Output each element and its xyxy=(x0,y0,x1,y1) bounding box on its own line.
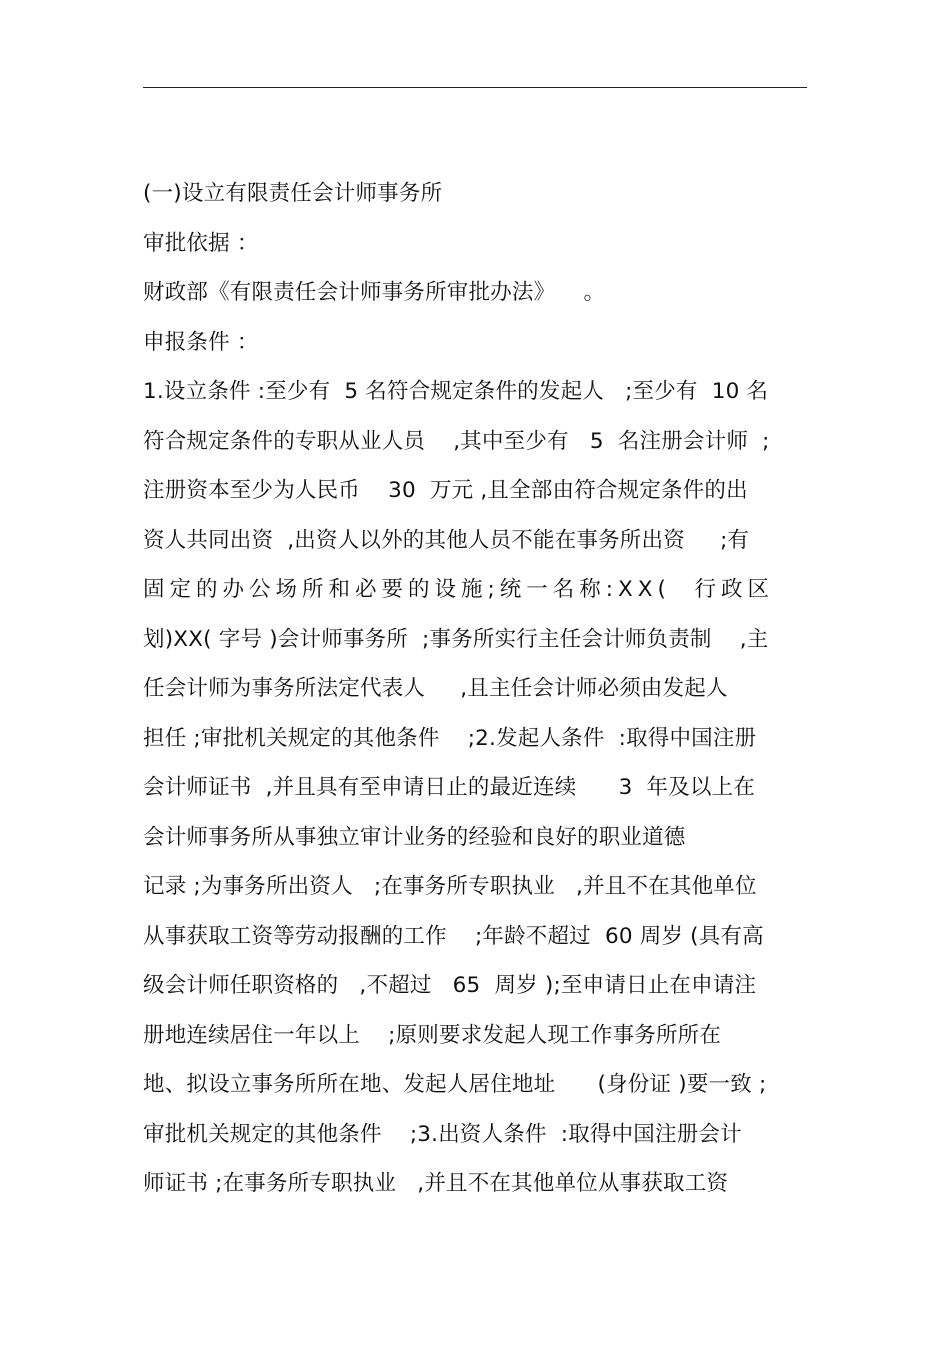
body-line: 从事获取工资等劳动报酬的工作 ;年龄不超过 60 周岁 (具有高 xyxy=(143,923,764,949)
section-heading: (一)设立有限责任会计师事务所 xyxy=(143,181,443,206)
body-line: 固定的办公场所和必要的设施;统一名称:XX( 行政区 xyxy=(143,577,775,602)
body-line: 划)XX( 字号 )会计师事务所 ;事务所实行主任会计师负责制 ,主 xyxy=(143,626,769,652)
body-line: 1.设立条件 :至少有 5 名符合规定条件的发起人 ;至少有 10 名 xyxy=(143,379,769,404)
body-line: 注册资本至少为人民币 30 万元 ,且全部由符合规定条件的出 xyxy=(143,478,748,503)
body-line: 会计师证书 ,并且具有至申请日止的最近连续 3 年及以上在 xyxy=(143,775,756,800)
body-line: 级会计师任职资格的 ,不超过 65 周岁 );至申请日止在申请注 xyxy=(143,973,757,998)
application-conditions-label: 申报条件 ： xyxy=(143,329,259,355)
body-line: 担任 ;审批机关规定的其他条件 ;2.发起人条件 :取得中国注册 xyxy=(143,725,757,751)
body-line: 册地连续居住一年以上 ;原则要求发起人现工作事务所所在 xyxy=(143,1022,722,1048)
body-line: 任会计师为事务所法定代表人 ,且主任会计师必须由发起人 xyxy=(143,676,728,701)
body-line: 符合规定条件的专职从业人员 ,其中至少有 5 名注册会计师 ; xyxy=(143,428,770,454)
body-line: 师证书 ;在事务所专职执业 ,并且不在其他单位从事获取工资 xyxy=(143,1171,729,1196)
document-body xyxy=(143,176,813,1216)
body-line: 记录 ;为事务所出资人 ;在事务所专职执业 ,并且不在其他单位 xyxy=(143,874,757,899)
body-line: 地、拟设立事务所所在地、发起人居住地址 (身份证 )要一致 ; xyxy=(143,1072,767,1097)
body-line: 审批机关规定的其他条件 ;3.出资人条件 :取得中国注册会计 xyxy=(143,1121,742,1147)
approval-basis-label: 审批依据 ： xyxy=(143,230,259,256)
body-line: 会计师事务所从事独立审计业务的经验和良好的职业道德 xyxy=(143,824,686,850)
header-rule xyxy=(143,87,807,88)
body-line: 资人共同出资 ,出资人以外的其他人员不能在事务所出资 ;有 xyxy=(143,527,750,553)
approval-basis-text: 财政部《有限责任会计师事务所审批办法》 。 xyxy=(143,280,606,305)
